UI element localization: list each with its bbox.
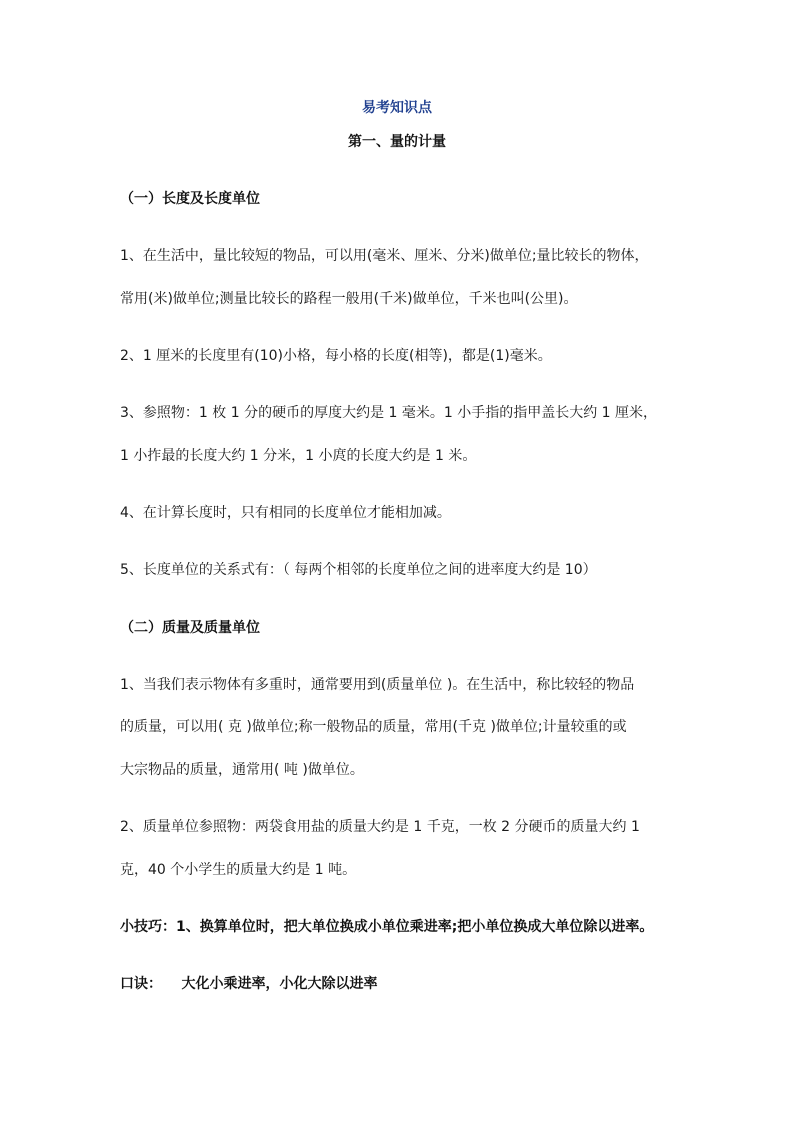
chapter-title: 第一、量的计量 bbox=[348, 134, 446, 150]
paragraph-line: 1 小拃最的长度大约 1 分米，1 小庹的长度大约是 1 米。 bbox=[120, 448, 477, 464]
paragraph-line: 1、当我们表示物体有多重时，通常要用到(质量单位 )。在生活中，称比较轻的物品 bbox=[120, 677, 635, 693]
tip-line: 小技巧：1、换算单位时，把大单位换成小单位乘进率;把小单位换成大单位除以进率。 bbox=[120, 919, 654, 935]
paragraph-line: 克，40 个小学生的质量大约是 1 吨。 bbox=[120, 862, 357, 878]
document-title: 易考知识点 bbox=[362, 100, 432, 116]
section-heading-mass: （二）质量及质量单位 bbox=[120, 620, 260, 636]
paragraph-line: 2、1 厘米的长度里有(10)小格，每小格的长度(相等)，都是(1)毫米。 bbox=[120, 348, 552, 364]
paragraph-line: 大宗物品的质量，通常用( 吨 )做单位。 bbox=[120, 762, 364, 778]
paragraph-line: 4、在计算长度时，只有相同的长度单位才能相加减。 bbox=[120, 505, 451, 521]
paragraph-line: 5、长度单位的关系式有：（ 每两个相邻的长度单位之间的进率度大约是 10） bbox=[120, 562, 597, 578]
section-heading-length: （一）长度及长度单位 bbox=[120, 191, 260, 207]
paragraph-line: 1、在生活中，量比较短的物品，可以用(毫米、厘米、分米)做单位;量比较长的物体， bbox=[120, 248, 649, 264]
paragraph-line: 2、质量单位参照物：两袋食用盐的质量大约是 1 千克，一枚 2 分硬币的质量大约 1 bbox=[120, 819, 640, 835]
paragraph-line: 常用(米)做单位;测量比较长的路程一般用(千米)做单位，千米也叫(公里)。 bbox=[120, 291, 578, 307]
paragraph-line: 的质量，可以用( 克 )做单位;称一般物品的质量，常用(千克 )做单位;计量较重的或 bbox=[120, 719, 627, 735]
mnemonic-line: 口诀： 大化小乘进率，小化大除以进率 bbox=[120, 976, 378, 992]
paragraph-line: 3、参照物：1 枚 1 分的硬币的厚度大约是 1 毫米。1 小手指的指甲盖长大约 1 厘米， bbox=[120, 405, 658, 421]
